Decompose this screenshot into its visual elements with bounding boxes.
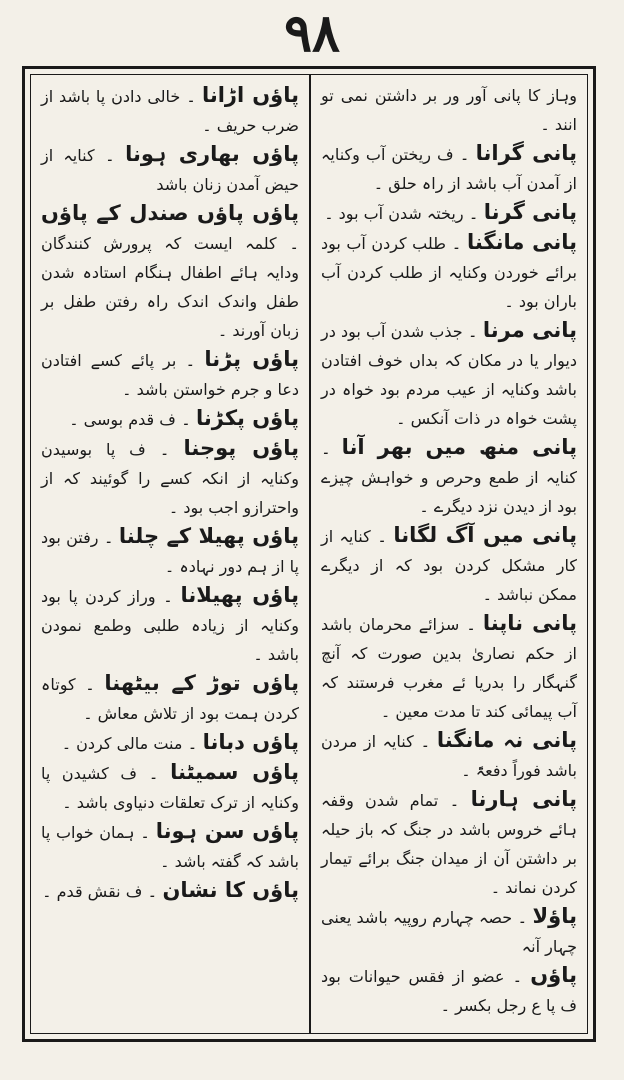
dictionary-entry: پاؤں ۔ عضو از فقس حیوانات بود ف پا ع رجل بکسر ۔: [321, 963, 577, 1015]
dictionary-entry: پاؤں اڑانا ۔ خالی دادن پا باشد از ضرب حریف ۔: [41, 83, 299, 135]
entry-headword: پاؤں سمیٹنا: [170, 760, 299, 784]
entry-headword: پاؤں بھاری ہونا: [125, 142, 299, 166]
entry-headword: پانی منھ میں بھر آنا: [341, 435, 577, 459]
entry-headword: پاؤں پڑنا: [204, 347, 299, 371]
entry-headword: پاؤلا: [532, 904, 577, 928]
entry-headword: پاؤں کا نشان: [162, 878, 299, 902]
entry-headword: پانی میں آگ لگانا: [393, 523, 577, 547]
entry-definition: کنایہ از کار مشکل کردن بود کہ از دیگرے ممکن نباشد ۔: [321, 527, 577, 604]
entry-definition: ف ریختن آب وکنایہ از آمدن آب باشد از راہ حلق ۔: [321, 145, 577, 193]
dictionary-entry: پانی مرنا ۔ جذب شدن آب بود در دیوار یا در مکان کہ بداں خوف افتادن باشد وکنایہ از عیب مردم بود خواہ در پشت خواہ در ذات آنکس ۔: [321, 318, 577, 428]
entry-headword: پاؤں سن ہونا: [155, 819, 299, 843]
dictionary-entry: پاؤں پوجنا ۔ ف پا بوسیدن وکنایہ از انکہ کسے را گوئیند کہ از واحترازو اجب بود ۔: [41, 436, 299, 517]
dictionary-entry: پاؤں پکڑنا ۔ ف قدم بوسی ۔: [69, 406, 299, 430]
entry-headword: پاؤں پاؤں صندل کے پاؤں: [41, 201, 299, 225]
entry-headword: پانی گرانا: [475, 141, 577, 165]
dictionary-entry: پاؤں پھیلانا ۔ وراز کردن پا بود وکنایہ از زیادہ طلبی وطمع نمودن باشد ۔: [41, 583, 299, 664]
entry-definition: جذب شدن آب بود در دیوار یا در مکان کہ بداں خوف افتادن باشد وکنایہ از عیب مردم بود خواہ در پشت خواہ در ذات آنکس ۔: [321, 322, 577, 428]
dictionary-entry: پانی ناپنا ۔ سزائے محرمان باشد از حکم نصاریٰ بدین صورت کہ آنچ گنہگار را بدریا ئے مغرب فرستند کہ آب پیمائی کند تا مدت معین ۔: [321, 611, 578, 721]
dictionary-entry: پاؤں بھاری ہونا ۔ کنایہ از حیض آمدن زنان باشد: [41, 142, 299, 194]
entry-definition: ہمان خواب پا باشد کہ گفتہ باشد ۔: [41, 823, 299, 871]
entry-definition: ف پا بوسیدن وکنایہ از انکہ کسے را گوئیند کہ از واحترازو اجب بود ۔: [41, 440, 299, 517]
dictionary-entry: پاؤں پھیلا کے چلنا ۔ رفتن بود پا از ہم دور نہادہ ۔: [41, 524, 299, 576]
entry-definition: کنایہ از حیض آمدن زنان باشد: [41, 146, 299, 194]
entry-definition: ف کشیدن پا وکنایہ از ترک تعلقات دنیاوی باشد ۔: [41, 764, 299, 812]
dictionary-entry: پانی منھ میں بھر آنا ۔ کنایہ از طمع وحرص و خواہش چیزے بود از دیدن نزد دیگرے ۔: [321, 435, 577, 516]
entry-definition: کوتاہ کردن ہمت بود از تلاش معاش ۔: [41, 675, 299, 723]
entry-definition: سزائے محرمان باشد از حکم نصاریٰ بدین صورت کہ آنچ گنہگار را بدریا ئے مغرب فرستند کہ آب پیمائی کند تا مدت معین ۔: [321, 615, 577, 721]
entry-headword: پانی مانگنا: [466, 230, 578, 254]
left-column: [31, 75, 309, 1033]
dictionary-entry: پاؤں کا نشان ۔ ف نقش قدم ۔: [42, 878, 299, 902]
entry-definition: رفتن بود پا از ہم دور نہادہ ۔: [41, 528, 299, 576]
entry-headword: پانی ناپنا: [482, 611, 578, 635]
dictionary-entry: پاؤں توڑ کے بیٹھنا ۔ کوتاہ کردن ہمت بود از تلاش معاش ۔: [41, 671, 299, 723]
entry-definition: ف نقش قدم ۔: [42, 882, 143, 901]
dictionary-entry: پانی مانگنا ۔ طلب کردن آب بود برائے خوردن وکنایہ از طلب کردن آب باران بود ۔: [321, 230, 578, 311]
entry-headword: پاؤں پھیلا کے چلنا: [118, 524, 299, 548]
entry-definition: ف قدم بوسی ۔: [69, 410, 176, 429]
entry-definition: کنایہ از مردن باشد فوراً دفعۃً ۔: [321, 732, 577, 780]
entry-definition: طلب کردن آب بود برائے خوردن وکنایہ از طلب کردن آب باران بود ۔: [321, 234, 577, 311]
entry-headword: پانی گرنا: [483, 200, 577, 224]
entry-headword: پانی مرنا: [482, 318, 577, 342]
dictionary-entry: پاؤں سن ہونا ۔ ہمان خواب پا باشد کہ گفتہ باشد ۔: [41, 819, 299, 871]
entry-definition: کلمہ ایست کہ پرورش کنندگان ودایہ ہائے اطفال ہنگام استادہ شدن طفل واندک اندک راہ رفتن طفل بر زبان آورند ۔: [41, 234, 299, 340]
right-column: [309, 75, 587, 1033]
entry-headword: پاؤں توڑ کے بیٹھنا: [104, 671, 299, 695]
dictionary-entry: پاؤلا ۔ حصہ چہارم روپیہ باشد یعنی چہار آنہ: [321, 904, 577, 956]
dictionary-entry: پانی گرنا ۔ ریختہ شدن آب بود ۔: [324, 200, 577, 224]
entry-definition: عضو از فقس حیوانات بود ف پا ع رجل بکسر ۔: [321, 967, 577, 1015]
entry-headword: پاؤں اڑانا: [201, 83, 299, 107]
entry-headword: پاؤں دبانا: [202, 730, 299, 754]
entry-headword: پاؤں پوجنا: [183, 436, 299, 460]
entry-definition: خالی دادن پا باشد از ضرب حریف ۔: [41, 87, 299, 135]
dictionary-entry: [321, 81, 577, 139]
entry-definition: بر پائے کسے افتادن دعا و جرم خواستن باشد ۔: [41, 351, 299, 399]
frame-inner: [30, 74, 588, 1034]
dictionary-entry: پاؤں سمیٹنا ۔ ف کشیدن پا وکنایہ از ترک تعلقات دنیاوی باشد ۔: [41, 760, 299, 812]
dictionary-entry: پاؤں پڑنا ۔ بر پائے کسے افتادن دعا و جرم خواستن باشد ۔: [41, 347, 299, 399]
entry-definition: منت مالی کردن ۔: [61, 734, 183, 753]
dictionary-entry: پانی ہارنا ۔ تمام شدن وقفہ ہائے خروس باشد در جنگ کہ باز حیلہ بر داشتن آن از میدان جنگ برائے تیمار کردن نماند ۔: [321, 787, 577, 897]
entry-headword: پاؤں: [530, 963, 577, 987]
entry-definition: تمام شدن وقفہ ہائے خروس باشد در جنگ کہ باز حیلہ بر داشتن آن از میدان جنگ برائے تیمار کردن نماند ۔: [321, 791, 577, 897]
entry-headword: پانی ہارنا: [470, 787, 577, 811]
dictionary-entry: پاؤں پاؤں صندل کے پاؤں ۔ کلمہ ایست کہ پرورش کنندگان ودایہ ہائے اطفال ہنگام استادہ شدن طفل واندک اندک راہ رفتن طفل بر زبان آورند ۔: [41, 201, 299, 340]
entry-definition: ریختہ شدن آب بود ۔: [324, 204, 464, 223]
dictionary-entry: پاؤں دبانا ۔ منت مالی کردن ۔: [61, 730, 299, 754]
entry-definition: حصہ چہارم روپیہ باشد یعنی چہار آنہ: [321, 908, 577, 956]
text-frame: [22, 66, 596, 1042]
entry-headword: پانی نہ مانگنا: [436, 728, 577, 752]
dictionary-entry: پانی نہ مانگنا ۔ کنایہ از مردن باشد فوراً دفعۃً ۔: [321, 728, 577, 780]
entry-definition: کنایہ از طمع وحرص و خواہش چیزے بود از دیدن نزد دیگرے ۔: [321, 468, 577, 516]
entry-headword: پاؤں پکڑنا: [196, 406, 299, 430]
entry-definition: وہاز کا پانی آور ور بر داشتن نمی تو انند ۔: [321, 86, 577, 134]
entry-definition: وراز کردن پا بود وکنایہ از زیادہ طلبی وطمع نمودن باشد ۔: [41, 587, 299, 664]
page-number: ۹۸: [284, 3, 340, 64]
entry-headword: پاؤں پھیلانا: [180, 583, 299, 607]
dictionary-entry: پانی میں آگ لگانا ۔ کنایہ از کار مشکل کردن بود کہ از دیگرے ممکن نباشد ۔: [321, 523, 577, 604]
dictionary-entry: پانی گرانا ۔ ف ریختن آب وکنایہ از آمدن آب باشد از راہ حلق ۔: [321, 141, 577, 193]
